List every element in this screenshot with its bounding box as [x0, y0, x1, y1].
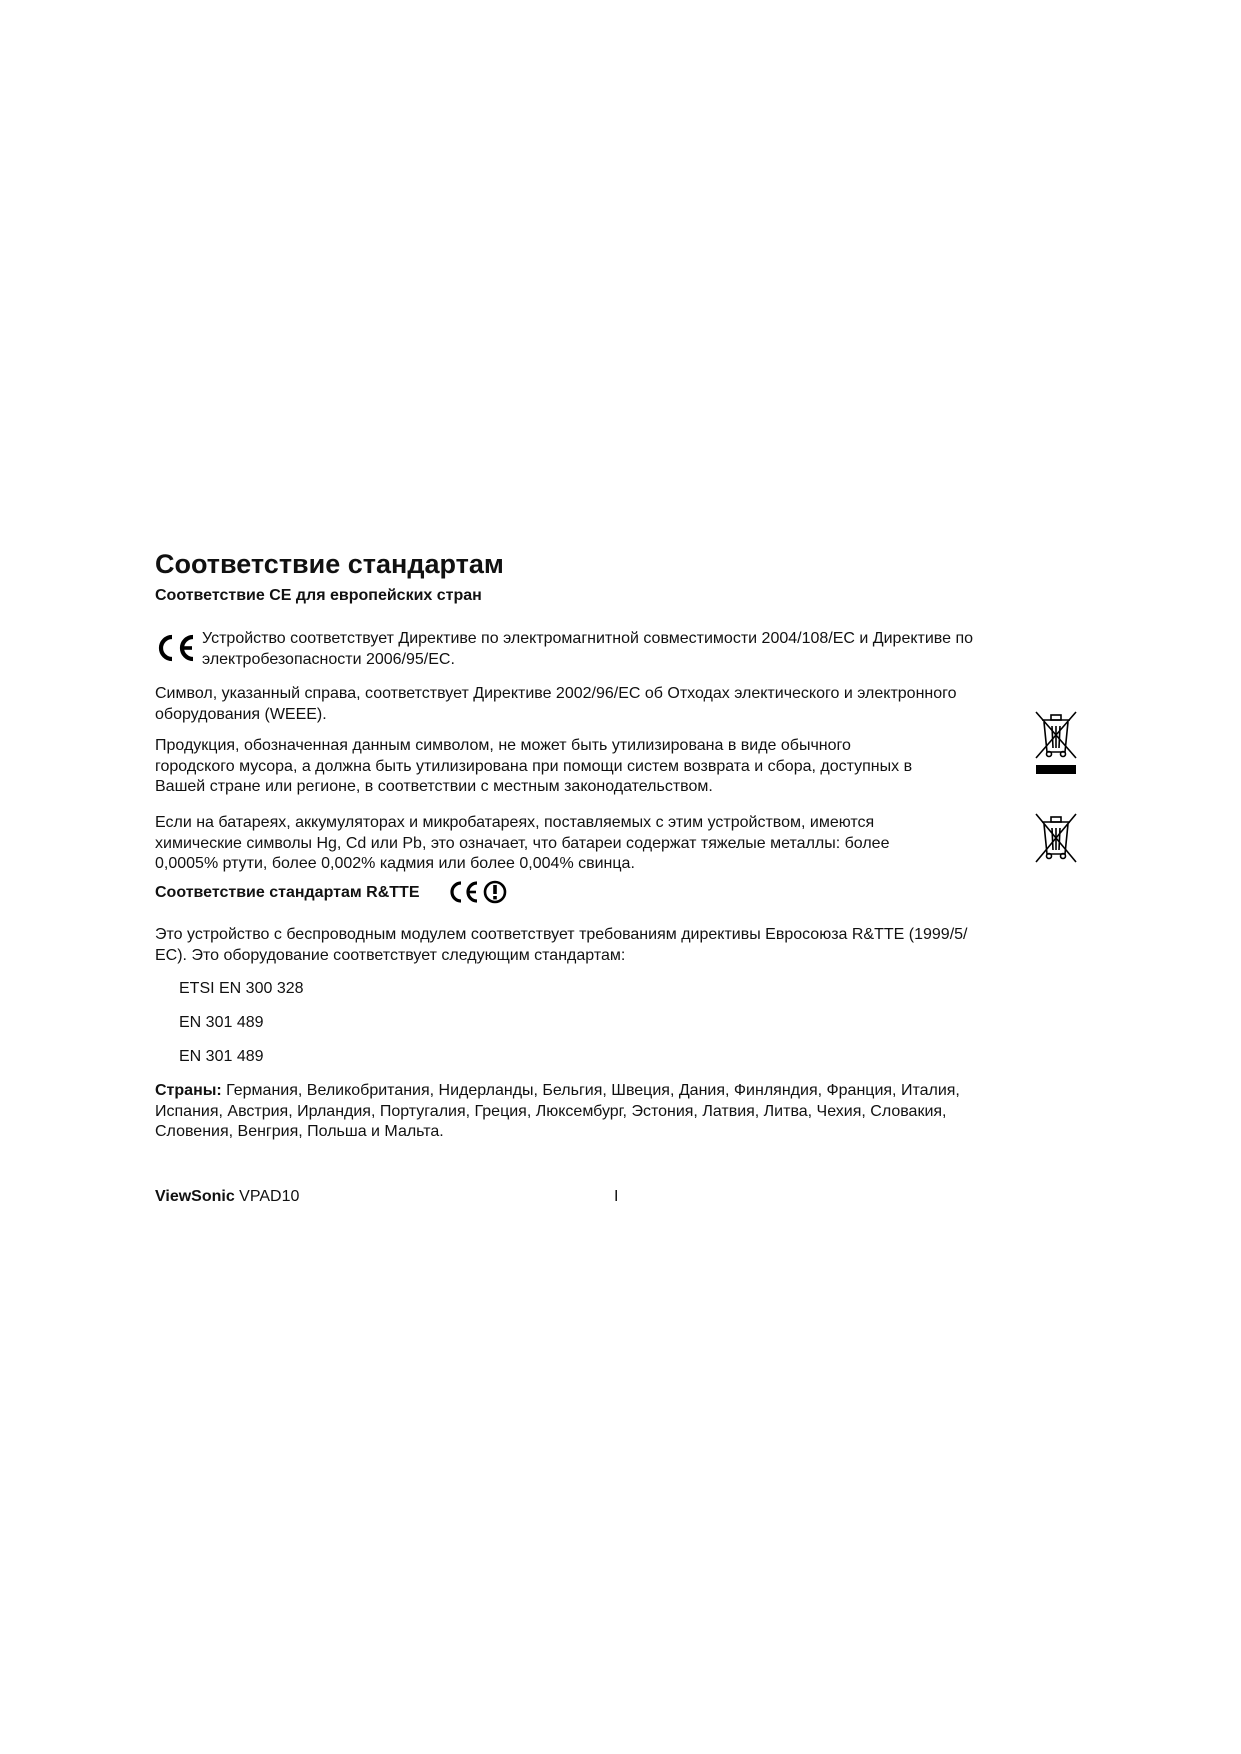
ce-alert-mark-icon — [449, 879, 507, 905]
ce-text-line: электробезопасности 2006/95/EC. — [202, 650, 455, 668]
ce-text-line: Устройство соответствует Директиве по электромагнитной совместимости 2004/108/EC и Директиве по — [202, 630, 974, 647]
page-number: I — [614, 1188, 619, 1205]
brand-name: ViewSonic — [155, 1188, 235, 1205]
battery-text-line: 0,0005% ртути, более 0,002% кадмия или более 0,004% свинца. — [155, 855, 635, 872]
section-title-ce: Соответствие CE для европейских стран — [155, 587, 482, 604]
battery-paragraph — [155, 813, 889, 875]
battery-text-line: Если на батареях, аккумуляторах и микробатареях, поставляемых с этим устройством, имеются — [155, 814, 875, 831]
disposal-paragraph — [155, 736, 912, 798]
disposal-text-line: Продукция, обозначенная данным символом, не может быть утилизирована в виде обычного — [155, 737, 851, 754]
model-name: VPAD10 — [234, 1188, 300, 1205]
standard-item: ETSI EN 300 328 — [179, 980, 304, 997]
disposal-text-line: Вашей стране или регионе, в соответствии с местным законодательством. — [155, 778, 713, 795]
weee-directive-paragraph — [155, 684, 957, 725]
ce-directive-text — [202, 629, 973, 670]
standard-item: EN 301 489 — [179, 1048, 264, 1065]
footer-product — [155, 1187, 299, 1207]
section-title-rtte: Соответствие стандартам R&TTE — [155, 884, 420, 901]
countries-text-line: Испания, Австрия, Ирландия, Португалия, Греция, Люксембург, Эстония, Латвия, Литва, Чехия, Словакия, — [155, 1102, 947, 1120]
countries-list: Германия, Великобритания, Нидерланды, Бельгия, Швеция, Дания, Финляндия, Франция, Италия, — [221, 1082, 960, 1099]
crossed-bin-with-bar-icon — [1032, 708, 1080, 778]
weee-text-line: оборудования (WEEE). — [155, 705, 327, 723]
rtte-paragraph — [155, 925, 967, 966]
page-title: Соответствие стандартам — [155, 549, 504, 579]
countries-text-line: Словения, Венгрия, Польша и Мальта. — [155, 1123, 444, 1140]
countries-paragraph — [155, 1081, 960, 1143]
crossed-bin-icon — [1032, 812, 1080, 866]
disposal-text-line: городского мусора, а должна быть утилизирована при помощи систем возврата и сбора, доступных в — [155, 757, 913, 775]
weee-text-line: Символ, указанный справа, соответствует Директиве 2002/96/EC об Отходах электического и электронного — [155, 685, 957, 702]
countries-text-line — [155, 1081, 960, 1102]
ce-mark-icon — [152, 633, 198, 663]
standard-item: EN 301 489 — [179, 1014, 264, 1031]
battery-text-line: химические символы Hg, Cd или Pb, это означает, что батареи содержат тяжелые металлы: более — [155, 834, 890, 852]
rtte-text-line: Это устройство с беспроводным модулем соответствует требованиям директивы Евросоюза R&TTE (1999/5/ — [155, 926, 968, 943]
rtte-text-line: EC). Это оборудование соответствует следующим стандартам: — [155, 946, 626, 964]
countries-label: Страны: — [155, 1082, 222, 1099]
